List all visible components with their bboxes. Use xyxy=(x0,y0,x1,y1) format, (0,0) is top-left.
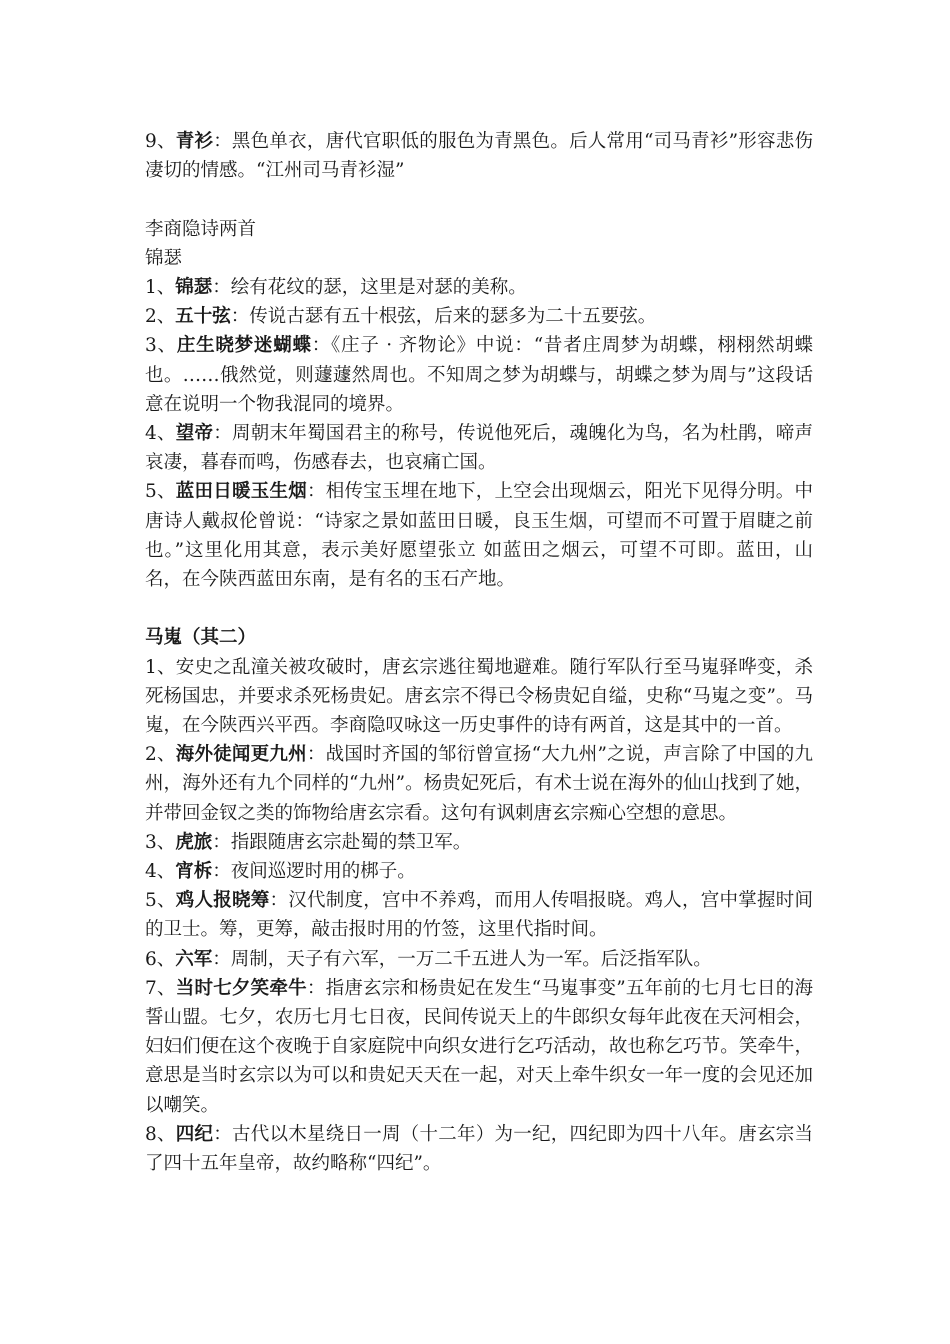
note-item-jinse-3 xyxy=(145,331,813,419)
note-text: ：指跟随唐玄宗赴蜀的禁卫军。 xyxy=(212,831,472,853)
note-item-mawei-7 xyxy=(145,974,813,1120)
note-number: 4、 xyxy=(145,423,176,445)
note-number: 3、 xyxy=(145,335,177,357)
note-text: 安史之乱潼关被攻破时，唐玄宗逃往蜀地避难。随行军队行至马嵬驿哗变，杀死杨国忠，并要求杀死杨贵妃。唐玄宗不得已令杨贵妃自缢，史称“马嵬之变”。马嵬，在今陕西兴平西。李商隐叹咏这一历史事件的诗有两首，这是其中的一首。 xyxy=(145,656,813,737)
note-item-jinse-5 xyxy=(145,477,813,594)
note-number: 2、 xyxy=(145,306,176,328)
note-term: 宵柝 xyxy=(175,861,213,883)
note-number: 2、 xyxy=(145,744,176,766)
note-item-jinse-1 xyxy=(145,273,813,302)
note-term: 望帝 xyxy=(175,423,214,445)
note-text: ：《庄子 · 齐物论》中说：“昔者庄周梦为胡蝶，栩栩然胡蝶也。……俄然觉，则蘧蘧然周也。不知周之梦为胡蝶与，胡蝶之梦为周与”这段话意在说明一个物我混同的境界。 xyxy=(145,335,813,415)
note-item-mawei-5 xyxy=(145,886,813,944)
note-item-mawei-8 xyxy=(145,1120,813,1178)
note-number: 1、 xyxy=(145,277,176,298)
note-text: ：指唐玄宗和杨贵妃在发生“马嵬事变”五年前的七月七日的海誓山盟。七夕，农历七月七日夜，民间传说天上的牛郎织女每年此夜在天河相会，妇妇们便在这个夜晚于自家庭院中向织女进行乞巧活动，故也称乞巧节。笑牵牛，意思是当时玄宗以为可以和贵妃天天在一起，对天上牵牛织女一年一度的会见还加以嘲笑。 xyxy=(145,977,813,1116)
note-number: 9、 xyxy=(145,131,176,152)
note-item-jinse-2 xyxy=(145,302,813,331)
note-number: 5、 xyxy=(145,890,176,912)
note-text: ：绘有花纹的瑟，这里是对瑟的美称。 xyxy=(212,277,527,298)
note-text: ：黑色单衣，唐代官职低的服色为青黑色。后人常用“司马青衫”形容悲伤凄切的情感。“江州司马青衫湿” xyxy=(145,131,813,182)
note-text: ：周朝末年蜀国君主的称号，传说他死后，魂魄化为鸟，名为杜鹃，啼声哀凄，暮春而鸣，伤感春去，也哀痛亡国。 xyxy=(145,423,813,474)
note-term: 青衫 xyxy=(175,131,214,152)
note-term: 当时七夕笑牵牛 xyxy=(175,977,307,999)
note-text: ：周制，天子有六军，一万二千五进人为一军。后泛指军队。 xyxy=(212,948,712,970)
note-term: 蓝田日暖玉生烟 xyxy=(175,481,308,503)
note-item-jinse-4 xyxy=(145,419,813,477)
section-title-li: 李商隐诗两首 xyxy=(145,218,257,240)
note-number: 8、 xyxy=(145,1123,176,1145)
note-term: 海外徒闻更九州 xyxy=(175,744,307,766)
note-item-9 xyxy=(145,127,813,185)
note-item-mawei-1 xyxy=(145,653,813,741)
note-text: ：战国时齐国的邹衍曾宣扬“大九州”之说，声言除了中国的九州，海外还有九个同样的“九州”。杨贵妃死后，有术士说在海外的仙山找到了她，并带回金钗之类的饰物给唐玄宗看。这句有讽刺唐玄宗痴心空想的意思。 xyxy=(145,744,813,824)
note-item-mawei-4 xyxy=(145,857,813,886)
poem-title-jinse: 锦瑟 xyxy=(145,247,183,269)
note-number: 7、 xyxy=(145,977,176,999)
note-item-mawei-3 xyxy=(145,828,813,857)
note-term: 四纪 xyxy=(175,1123,214,1145)
note-term: 虎旅 xyxy=(175,831,213,853)
note-term: 锦瑟 xyxy=(175,277,213,298)
note-number: 6、 xyxy=(145,948,176,970)
note-number: 5、 xyxy=(145,481,176,503)
note-term: 六军 xyxy=(175,948,213,970)
note-term: 鸡人报晓筹 xyxy=(175,890,270,912)
note-text: ：夜间巡逻时用的梆子。 xyxy=(212,861,416,883)
section-gap xyxy=(145,185,813,214)
note-number: 1、 xyxy=(145,656,176,678)
note-text: ：传说古瑟有五十根弦，后来的瑟多为二十五要弦。 xyxy=(230,306,657,328)
note-text: ：相传宝玉埋在地下，上空会出现烟云，阳光下见得分明。中唐诗人戴叔伦曾说：“诗家之景如蓝田日暖，良玉生烟，可望而不可置于眉睫之前也。”这里化用其意，表示美好愿望张立 如蓝田之烟云，可望不可即。蓝田，山名，在今陕西蓝田东南，是有名的玉石产地。 xyxy=(145,481,813,591)
document-page xyxy=(145,127,813,1178)
note-term: 五十弦 xyxy=(175,306,231,328)
poem-title-mawei: 马嵬（其二） xyxy=(145,627,257,649)
note-item-mawei-6 xyxy=(145,945,813,974)
note-number: 3、 xyxy=(145,831,176,853)
section-gap xyxy=(145,594,813,623)
note-text: ：汉代制度，宫中不养鸡，而用人传唱报晓。鸡人，宫中掌握时间的卫士。筹，更筹，敲击报时用的竹签，这里代指时间。 xyxy=(145,890,813,941)
note-term: 庄生晓梦迷蝴蝶 xyxy=(176,335,312,357)
note-number: 4、 xyxy=(145,861,176,883)
note-item-mawei-2 xyxy=(145,740,813,828)
note-text: ：古代以木星绕日一周（十二年）为一纪，四纪即为四十八年。唐玄宗当了四十五年皇帝，故约略称“四纪”。 xyxy=(145,1123,813,1175)
